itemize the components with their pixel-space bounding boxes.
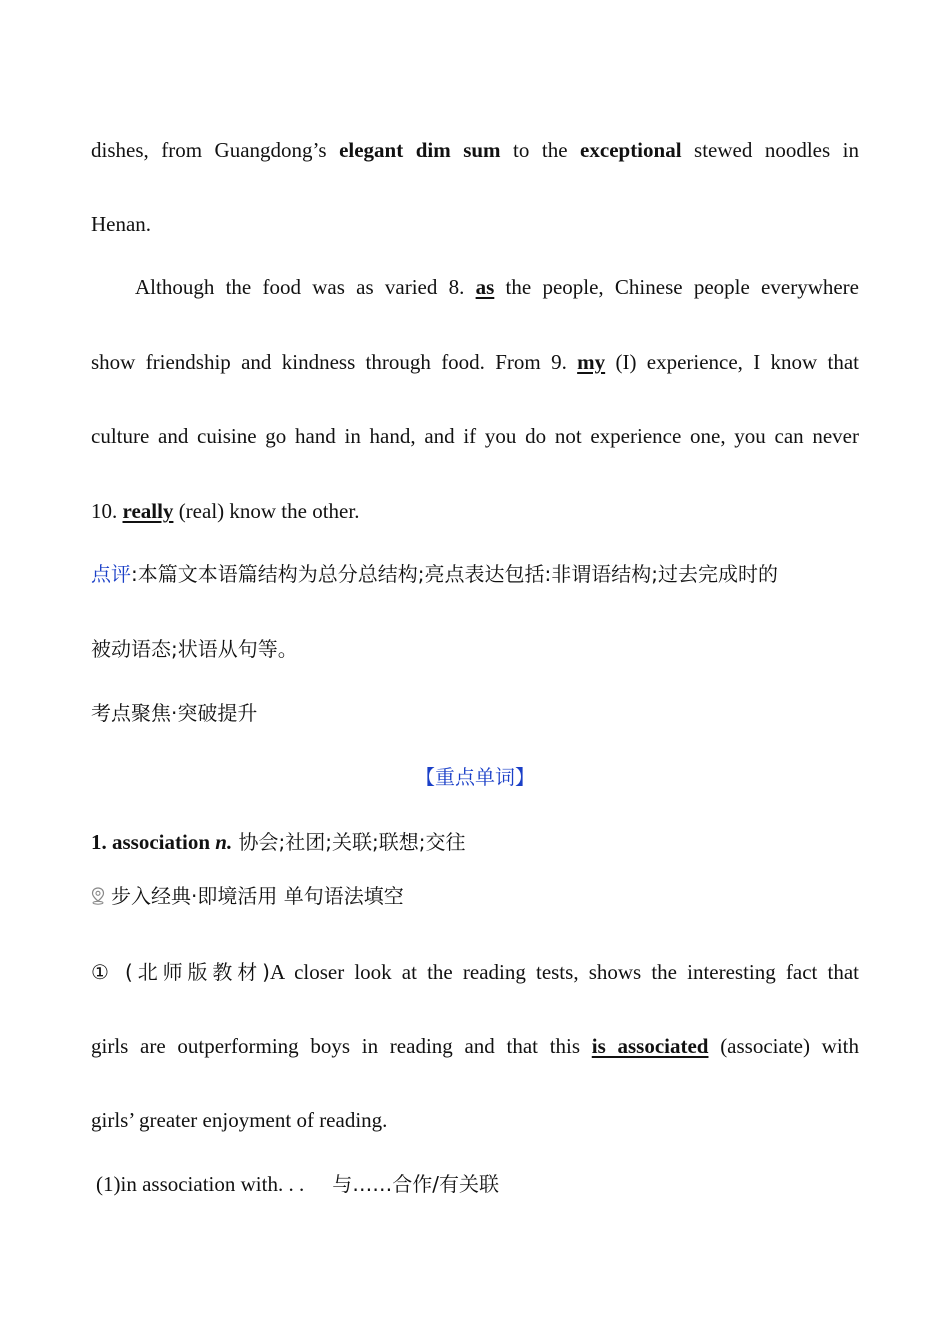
example-line-2 [91, 1032, 859, 1060]
answer-10: really [122, 499, 174, 523]
example-source: (北师版教材) [113, 960, 270, 984]
text: Although the food was as varied 8. [135, 275, 476, 299]
phrase-line [91, 1170, 864, 1198]
paragraph-2-line-3: culture and cuisine go hand in hand, and if you do not experience one, you can never [91, 424, 859, 448]
location-pin-icon [91, 887, 105, 905]
example-line-3: girls’ greater enjoyment of reading. [91, 1108, 388, 1132]
section-title: 考点聚焦·突破提升 [91, 701, 258, 725]
bold-phrase: elegant dim sum [339, 138, 501, 162]
review-label: 点评 [91, 562, 131, 586]
text: to the [500, 138, 581, 162]
paragraph-2-line-4 [91, 497, 859, 525]
review-line-1 [91, 560, 859, 588]
vocab-word: 1. association [91, 830, 216, 854]
text: 10. [91, 499, 123, 523]
review-line-2: 被动语态;状语从句等。 [91, 637, 298, 661]
paragraph-1-line-1 [91, 136, 859, 164]
paragraph-1-line-2: Henan. [91, 212, 152, 236]
text: (associate) with [708, 1034, 860, 1058]
text: stewed noodles in [681, 138, 859, 162]
text: girls are outperforming boys in reading and that this [91, 1034, 592, 1058]
text: the people, Chinese people everywhere [494, 275, 859, 299]
circled-number: ① [91, 960, 114, 984]
practice-label: 步入经典·即境活用 单句语法填空 [111, 884, 404, 908]
phrase-chinese: 与……合作/有关联 [332, 1172, 499, 1196]
vocab-meaning: 协会;社团;关联;联想;交往 [232, 830, 466, 854]
paragraph-2-line-1 [91, 273, 859, 301]
text: A closer look at the reading tests, shows the interesting fact that [269, 960, 859, 984]
subsection-title: 【重点单词】 [415, 765, 535, 789]
text: show friendship and kindness through food. From 9. [91, 350, 578, 374]
paragraph-2-line-2 [91, 348, 859, 376]
review-text: :本篇文本语篇结构为总分总结构;亮点表达包括:非谓语结构;过去完成时的 [131, 562, 778, 586]
phrase-english: (1)in association with. . . [96, 1172, 305, 1196]
answer-8: as [475, 275, 495, 299]
text: (real) know the other. [173, 499, 360, 523]
answer-example: is associated [591, 1034, 709, 1058]
practice-header [91, 882, 859, 910]
bold-word: exceptional [580, 138, 682, 162]
text: (I) experience, I know that [605, 350, 860, 374]
text: dishes, from Guangdong’s [91, 138, 340, 162]
vocab-entry [91, 828, 859, 856]
part-of-speech: n. [215, 830, 233, 854]
answer-9: my [577, 350, 606, 374]
example-line-1 [91, 958, 859, 986]
